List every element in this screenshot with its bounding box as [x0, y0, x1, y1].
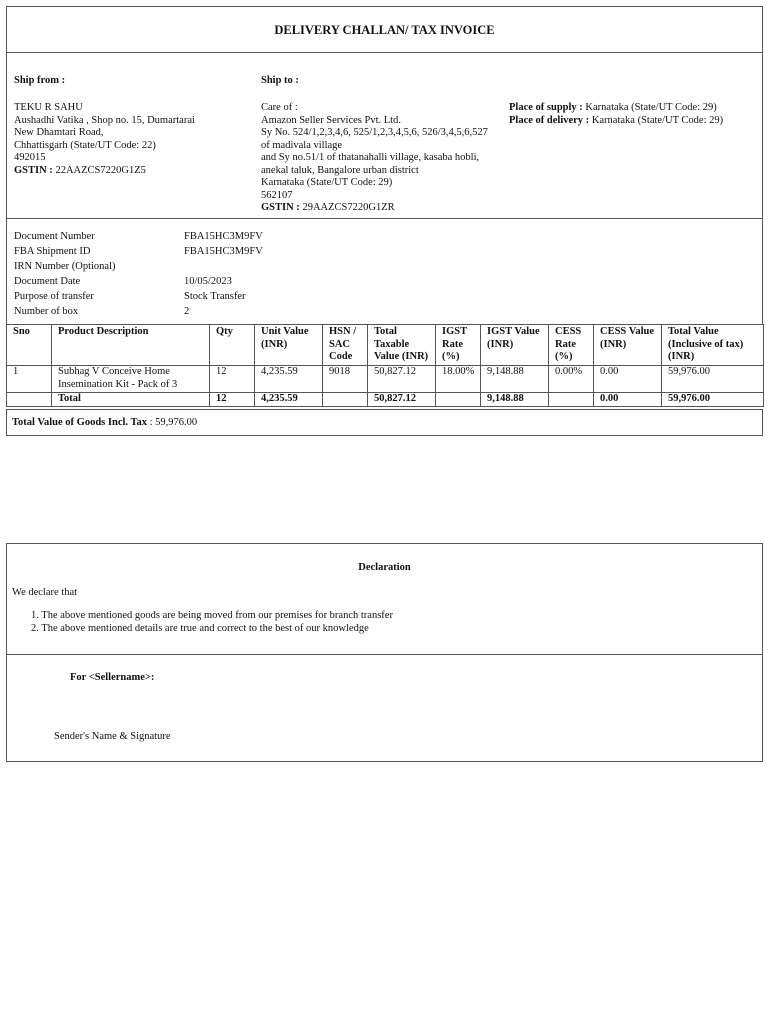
- gstin-value: 29AAZCS7220G1ZR: [302, 202, 395, 213]
- declaration-intro: We declare that: [12, 587, 78, 598]
- table-cell: 50,827.12: [368, 366, 436, 393]
- place-of-supply: [509, 102, 723, 115]
- table-cell: 0.00%: [549, 366, 594, 393]
- table-cell: 12: [210, 366, 255, 393]
- table-cell: 18.00%: [436, 366, 481, 393]
- address-line: Amazon Seller Services Pvt. Ltd.: [261, 114, 401, 126]
- total-goods-section: [6, 409, 763, 436]
- table-total-row: [7, 393, 764, 407]
- column-header: Qty: [210, 325, 255, 366]
- address-line: anekal taluk, Bangalore urban district: [261, 164, 419, 176]
- total-taxable-value: 50,827.12: [368, 393, 436, 407]
- address-line: of madivala village: [261, 139, 343, 151]
- declaration-title: Declaration: [358, 562, 411, 573]
- place-of-supply-value: Karnataka (State/UT Code: 29): [585, 102, 717, 113]
- column-header: CESS Rate (%): [549, 325, 594, 366]
- ship-from-heading: Ship from :: [14, 75, 66, 86]
- table-header-row: [7, 325, 764, 366]
- address-line: 492015: [14, 152, 46, 163]
- column-header: CESS Value (INR): [594, 325, 662, 366]
- column-header: Product Description: [52, 325, 210, 366]
- document-info-section: [6, 218, 763, 325]
- document-number-value: FBA15HC3M9FV: [184, 231, 263, 242]
- table-cell: [323, 393, 368, 407]
- address-line: Aushadhi Vatika , Shop no. 15, Dumartarai: [14, 114, 195, 126]
- column-header: HSN / SAC Code: [323, 325, 368, 366]
- declaration-item: 1. The above mentioned goods are being moved from our premises for branch transfer: [31, 610, 393, 621]
- number-of-box-value: 2: [184, 306, 190, 317]
- total-goods-line: [12, 417, 197, 430]
- supply-info: [509, 102, 723, 127]
- total-label: Total: [52, 393, 210, 407]
- document-info-labels: [14, 229, 115, 319]
- total-value: 59,976.00: [662, 393, 764, 407]
- table-cell: 59,976.00: [662, 366, 764, 393]
- for-seller-label: For <Sellername>:: [70, 672, 155, 683]
- table-cell: [549, 393, 594, 407]
- document-date-value: 10/05/2023: [184, 276, 232, 287]
- place-of-supply-label: Place of supply :: [509, 102, 583, 113]
- table-cell: [7, 393, 52, 407]
- place-of-delivery: [509, 115, 723, 128]
- column-header: IGST Value (INR): [481, 325, 549, 366]
- column-header: Sno: [7, 325, 52, 366]
- address-line: and Sy no.51/1 of thatanahalli village, kasaba hobli,: [261, 152, 480, 163]
- document-number-label: Document Number: [14, 231, 95, 242]
- purpose-of-transfer-label: Purpose of transfer: [14, 291, 94, 302]
- address-line: Karnataka (State/UT Code: 29): [261, 177, 393, 188]
- signature-label: Sender's Name & Signature: [54, 731, 171, 742]
- address-line: Chhattisgarh (State/UT Code: 22): [14, 139, 156, 151]
- address-line: 562107: [261, 189, 293, 201]
- ship-from-gstin: [14, 165, 195, 178]
- total-igst-value: 9,148.88: [481, 393, 549, 407]
- total-goods-value: : 59,976.00: [149, 417, 198, 428]
- total-unit-value: 4,235.59: [255, 393, 323, 407]
- total-qty: 12: [210, 393, 255, 407]
- declaration-section: [6, 543, 763, 762]
- declaration-item: 2. The above mentioned details are true and correct to the best of our knowledge: [31, 622, 369, 634]
- total-cess-value: 0.00: [594, 393, 662, 407]
- document-info-values: [184, 229, 263, 319]
- purpose-of-transfer-value: Stock Transfer: [184, 291, 246, 302]
- table-cell: Subhag V Conceive Home Insemination Kit - Pack of 3: [52, 366, 210, 393]
- place-of-delivery-label: Place of delivery :: [509, 114, 590, 126]
- document-header: [6, 6, 763, 53]
- column-header: Total Value (Inclusive of tax) (INR): [662, 325, 764, 366]
- document-date-label: Document Date: [14, 276, 81, 287]
- table-cell: 4,235.59: [255, 366, 323, 393]
- address-line: New Dhamtari Road,: [14, 127, 104, 138]
- fba-shipment-id-label: FBA Shipment ID: [14, 246, 91, 257]
- table-cell: 9,148.88: [481, 366, 549, 393]
- irn-number-value: [184, 259, 263, 274]
- declaration-list: [31, 610, 393, 635]
- column-header: IGST Rate (%): [436, 325, 481, 366]
- table-cell: 9018: [323, 366, 368, 393]
- number-of-box-label: Number of box: [14, 306, 79, 317]
- place-of-delivery-value: Karnataka (State/UT Code: 29): [591, 114, 724, 126]
- address-section: [6, 52, 763, 219]
- column-header: Unit Value (INR): [255, 325, 323, 366]
- table-cell: 1: [7, 366, 52, 393]
- table-cell: [436, 393, 481, 407]
- ship-from-address: [14, 102, 195, 177]
- gstin-label: GSTIN :: [14, 164, 53, 176]
- ship-to-gstin: [261, 202, 488, 215]
- ship-to-heading: Ship to :: [261, 75, 299, 86]
- address-line: Care of :: [261, 102, 298, 113]
- items-table: [6, 324, 764, 407]
- table-cell: 0.00: [594, 366, 662, 393]
- address-line: Sy No. 524/1,2,3,4,6, 525/1,2,3,4,5,6, 526/3,4,5,6,527: [261, 127, 488, 138]
- divider: [7, 654, 762, 655]
- column-header: Total Taxable Value (INR): [368, 325, 436, 366]
- table-row: [7, 366, 764, 393]
- document-title: DELIVERY CHALLAN/ TAX INVOICE: [274, 23, 495, 37]
- gstin-value: 22AAZCS7220G1Z5: [55, 164, 146, 176]
- ship-to-address: [261, 102, 488, 215]
- irn-number-label: IRN Number (Optional): [14, 261, 116, 272]
- ship-from-name: TEKU R SAHU: [14, 102, 83, 113]
- gstin-label: GSTIN :: [261, 202, 300, 213]
- total-goods-label: Total Value of Goods Incl. Tax: [12, 417, 147, 428]
- fba-shipment-id-value: FBA15HC3M9FV: [184, 246, 263, 257]
